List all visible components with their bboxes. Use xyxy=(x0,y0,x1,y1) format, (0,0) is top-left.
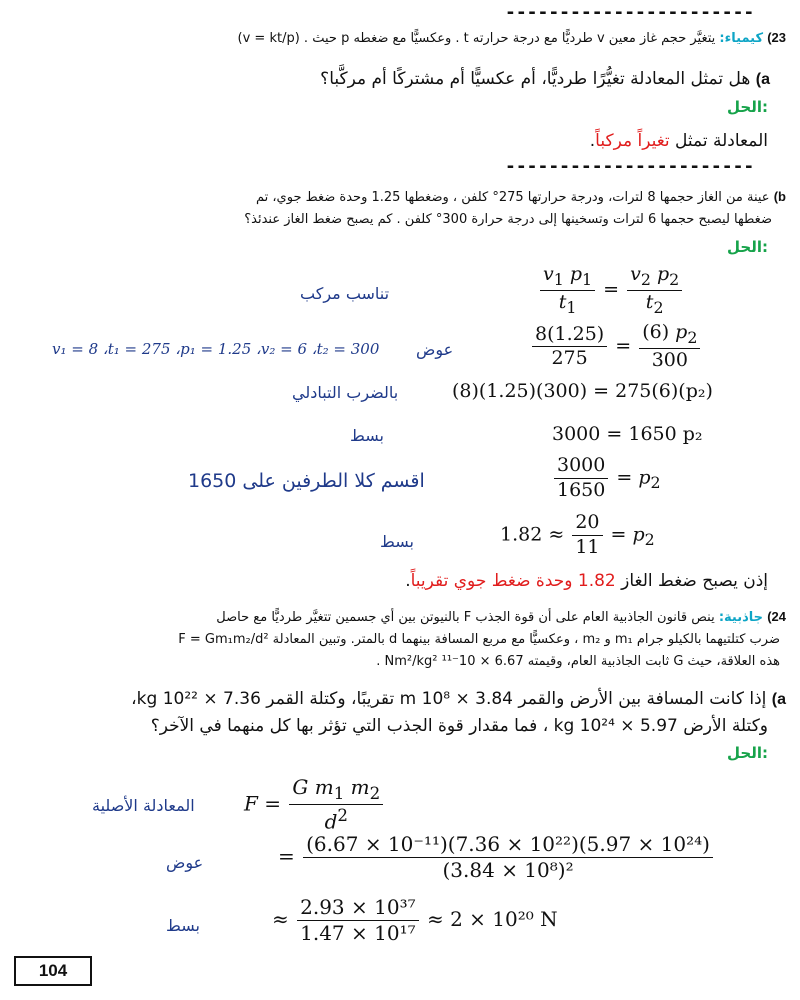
q24-step2-label: عوض xyxy=(166,853,204,872)
step6-lhs: 1.82 ≈ xyxy=(500,523,565,546)
q24-step3-label: بسط xyxy=(166,916,200,935)
q23-text: يتغيَّر حجم غاز معين v طرديًّا مع درجة حرارته t . وعكسيًّا مع ضغطه p حيث xyxy=(312,31,716,46)
step3-label: بالضرب التبادلي xyxy=(292,383,399,402)
separator-2: ----------------------- xyxy=(505,156,755,177)
step5-equation: $\frac{3000}{1650}$ = $p_2$ xyxy=(552,455,661,502)
q24-part-a-line1: إذا كانت المسافة بين الأرض والقمر 3.84 × 10⁸ m تقريبًا، وكتلة القمر 7.36 × 10²² kg، xyxy=(131,689,767,709)
q24-statement: 24) جاذبية: ينص قانون الجاذبية العام على أن قوة الجذب F بالنيوتن بين أي جسمين تتغيَّر طرديًّا مع حاصل ضرب كتلتيهما بالكيلو جرام m₁ و m₂ ، وعكسيًّا مع مربع المسافة بينهما d بالمتر. وتبين المعادلة F = Gm₁m₂/d² هذه العلاقة، حيث G ثابت الجاذبية العام، وقيمته 6.67 × 10⁻¹¹ Nm²/kg² . xyxy=(10,606,786,673)
q24-step1-label: المعادلة الأصلية xyxy=(92,796,195,815)
step1-label: تناسب مركب xyxy=(300,284,390,303)
q24-line1: ينص قانون الجاذبية العام على أن قوة الجذب F بالنيوتن بين أي جسمين تتغيَّر طرديًّا مع حاصل xyxy=(216,610,715,625)
step2-values-text: v₁ = 8 ،t₁ = 275 ،p₁ = 1.25 ،v₂ = 6 ،t₂ = 300 xyxy=(52,340,380,358)
final-prefix: إذن يصبح ضغط الغاز xyxy=(621,571,768,591)
page-number: 104 xyxy=(14,956,92,986)
solution-label-b: الحل: xyxy=(727,238,768,256)
step4-equation: 3000 = 1650 p₂ xyxy=(552,423,703,445)
q24-step3-den: 1.47 × 10¹⁷ xyxy=(300,921,416,945)
answer-prefix: المعادلة تمثل xyxy=(675,131,768,151)
part-a-question: هل تمثل المعادلة تغيُّرًا طرديًّا، أم عكسيًّا أم مشتركًا أم مركَّبا؟ xyxy=(320,69,751,89)
step2-equation: $\frac{8(1.25)}{275}$ = $\frac{(6) p_2}{300}$ xyxy=(530,322,702,372)
solution-label-24: الحل: xyxy=(727,744,768,762)
q24-part-a: a) إذا كانت المسافة بين الأرض والقمر 3.84 × 10⁸ m تقريبًا، وكتلة القمر 7.36 × 10²² kg، وكتلة الأرض 5.97 × 10²⁴ kg ، فما مقدار قوة الجذب التي تؤثر بها كل منهما في الآخر؟ xyxy=(10,686,786,739)
q24-line3: هذه العلاقة، حيث G ثابت الجاذبية العام، وقيمته 6.67 × 10⁻¹¹ Nm²/kg² . xyxy=(376,654,780,669)
q24-part-a-line2: وكتلة الأرض 5.97 × 10²⁴ kg ، فما مقدار قوة الجذب التي تؤثر بها كل منهما في الآخر؟ xyxy=(150,716,768,736)
q24-step3-num: 2.93 × 10³⁷ xyxy=(297,896,419,921)
q23-answer-a xyxy=(68,128,768,154)
q24-topic: جاذبية xyxy=(724,610,764,625)
solution-label-a: الحل: xyxy=(727,98,768,116)
final-highlight: 1.82 وحدة ضغط جوي تقريباً xyxy=(410,571,616,591)
q24-line2: ضرب كتلتيهما بالكيلو جرام m₁ و m₂ ، وعكسيًّا مع مربع المسافة بينهما d بالمتر. وتبين المعادلة F = Gm₁m₂/d² xyxy=(178,632,780,647)
part-b-letter: b xyxy=(778,189,786,204)
q24-step1-equation: F = $\frac{G m_1 m_2}{d^2}$ xyxy=(244,776,385,834)
step2-label: عوض xyxy=(416,340,454,359)
step3-equation: (8)(1.25)(300) = 275(6)(p₂) xyxy=(452,380,713,402)
step4-label: بسط xyxy=(350,426,384,445)
q24-part-a-letter: a xyxy=(777,691,786,708)
q24-step2-den: (3.84 × 10⁸)² xyxy=(442,858,574,882)
answer-suffix: . xyxy=(589,131,596,151)
step6-equation: 1.82 ≈ $\frac{20}{11}$ = $p_2$ xyxy=(500,511,655,558)
q23-statement: 23) كيمياء: يتغيَّر حجم غاز معين v طرديًّا مع درجة حرارته t . وعكسيًّا مع ضغطه p حيث (v = kt/p) . xyxy=(237,30,786,46)
q23-formula: (v = kt/p) . xyxy=(237,31,309,46)
q24-step3-equation: ≈ $\frac{\text{2.93 × 10³⁷}}{\text{1.47 × 10¹⁷}}$ ≈ 2 × 10²⁰ N xyxy=(272,895,558,945)
q24-step2-num: (6.67 × 10⁻¹¹)(7.36 × 10²²)(5.97 × 10²⁴) xyxy=(303,833,713,858)
answer-highlight: تغيراً مركباً xyxy=(595,131,670,151)
step5-label: اقسم كلا الطرفين على 1650 xyxy=(188,470,425,492)
q24-step3-result: ≈ 2 × 10²⁰ N xyxy=(426,907,558,931)
step1-equation: $\frac{v_1 p_1}{t_1}$ = $\frac{v_2 p_2}{t_2}$ xyxy=(538,264,684,317)
step6-label: بسط xyxy=(380,532,414,551)
q23-part-b: b) عينة من الغاز حجمها 8 لترات، ودرجة حرارتها 275° كلفن ، وضغطها 1.25 وحدة ضغط جوي، تم ضغطها ليصبح حجمها 6 لترات وتسخينها إلى درجة حرارة 300° كلفن . كم يصبح ضغط الغاز عندئذ؟ xyxy=(16,186,786,231)
final-suffix: . xyxy=(405,571,411,591)
q23-part-a: a) هل تمثل المعادلة تغيُّرًا طرديًّا، أم عكسيًّا أم مشتركًا أم مركَّبا؟ xyxy=(320,69,770,89)
q23-number: 23) xyxy=(767,30,786,45)
q24-step2-equation: = $\frac{\text{(6.67 × 10⁻¹¹)(7.36 × 10²²)(5.97 × 10²⁴)}}{\text{(3.84 × 10⁸)²}}$ xyxy=(278,833,715,882)
part-a-letter: a xyxy=(761,71,770,88)
top-separator: ----------------------- xyxy=(505,2,755,23)
q24-number: 24) xyxy=(767,609,786,624)
q23-topic: كيمياء xyxy=(724,31,764,46)
part-b-line2: ضغطها ليصبح حجمها 6 لترات وتسخينها إلى درجة حرارة 300° كلفن . كم يصبح ضغط الغاز عندئذ؟ xyxy=(244,212,772,227)
part-b-line1: عينة من الغاز حجمها 8 لترات، ودرجة حرارتها 275° كلفن ، وضغطها 1.25 وحدة ضغط جوي، تم xyxy=(255,190,770,205)
step2-values xyxy=(52,340,379,358)
q23-final-answer xyxy=(28,568,768,594)
